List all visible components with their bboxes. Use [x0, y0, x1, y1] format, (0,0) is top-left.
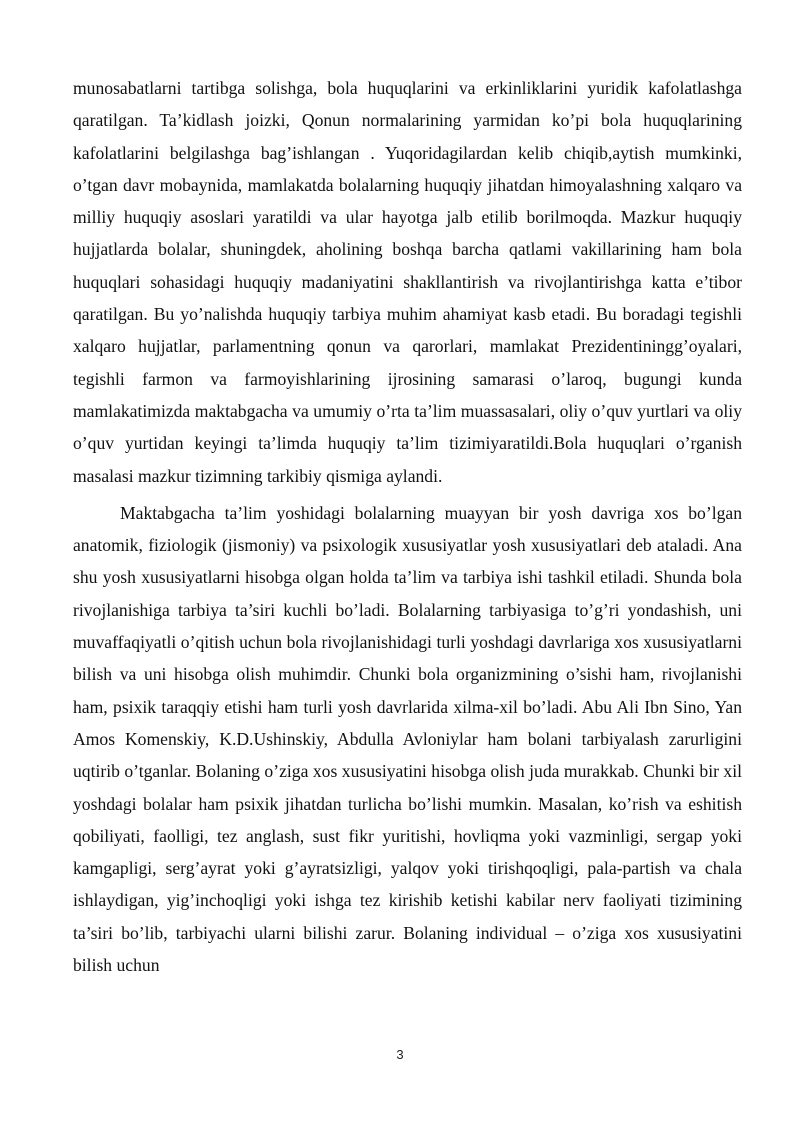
- paragraph-2: Maktabgacha ta’lim yoshidagi bolalarning muayyan bir yosh davriga xos bo’lgan anatomik, fiziologik (jismoniy) va psixologik xususiyatlar yosh xususiyatlari deb ataladi. Ana shu yosh xususiyatlarni hisobga olgan holda ta’lim va tarbiya ishi tashkil etiladi. Shunda bola rivojlanishiga tarbiya ta’siri kuchli bo’ladi. Bolalarning tarbiyasiga to’g’ri yondashish, uni muvaffaqiyatli o’qitish uchun bola rivojlanishidagi turli yoshdagi davrlariga xos xususiyatlarni bilish va uni hisobga olish muhimdir. Chunki bola organizmining o’sishi ham, rivojlanishi ham, psixik taraqqiy etishi ham turli yosh davrlarida xilma-xil bo’ladi. Abu Ali Ibn Sino, Yan Amos Komenskiy, K.D.Ushinskiy, Abdulla Avloniylar ham bolani tarbiyalash zarurligini uqtirib o’tganlar. Bolaning o’ziga xos xususiyatini hisobga olish juda murakkab. Chunki bir xil yoshdagi bolalar ham psixik jihatdan turlicha bo’lishi mumkin. Masalan, ko’rish va eshitish qobiliyati, faolligi, tez anglash, sust fikr yuritishi, hovliqma yoki vazminligi, sergap yoki kamgapligi, serg’ayrat yoki g’ayratsizligi, yalqov yoki tirishqoqligi, pala-partish va chala ishlaydigan, yig’inchoqligi yoki ishga tez kirishib ketishi kabilar nerv faoliyati tizimining ta’siri bo’lib, tarbiyachi ularni bilishi zarur. Bolaning individual – o’ziga xos xususiyatini bilish uchun: [73, 502, 742, 976]
- paragraph-1: munosabatlarni tartibga solishga, bola huquqlarini va erkinliklarini yuridik kafolatlashga qaratilgan. Ta’kidlash joizki, Qonun normalarining yarmidan ko’pi bola huquqlarining kafolatlarini belgilashga bag’ishlangan . Yuqoridagilardan kelib chiqib,aytish mumkinki, o’tgan davr mobaynida, mamlakatda bolalarning huquqiy jihatdan himoyalashning xalqaro va milliy huquqiy asoslari yaratildi va ular hayotga jalb etilib borilmoqda. Mazkur huquqiy hujjatlarda bolalar, shuningdek, aholining boshqa barcha qatlami vakillarining ham bola huquqlari sohasidagi huquqiy madaniyatini shakllantirish va rivojlantirishga katta e’tibor qaratilgan. Bu yo’nalishda huquqiy tarbiya muhim ahamiyat kasb etadi. Bu boradagi tegishli xalqaro hujjatlar, parlamentning qonun va qarorlari, mamlakat Prezidentiningg’oyalari, tegishli farmon va farmoyishlarining ijrosining samarasi o’laroq, bugungi kunda mamlakatimizda maktabgacha va umumiy o’rta ta’lim muassasalari, oliy o’quv yurtlari va oliy o’quv yurtidan keyingi ta’limda huquqiy ta’lim tizimiyaratildi.Bola huquqlari o’rganish masalasi mazkur tizimning tarkibiy qismiga aylandi.: [73, 78, 742, 486]
- page-number: 3: [396, 1047, 404, 1062]
- body-text: [73, 72, 742, 981]
